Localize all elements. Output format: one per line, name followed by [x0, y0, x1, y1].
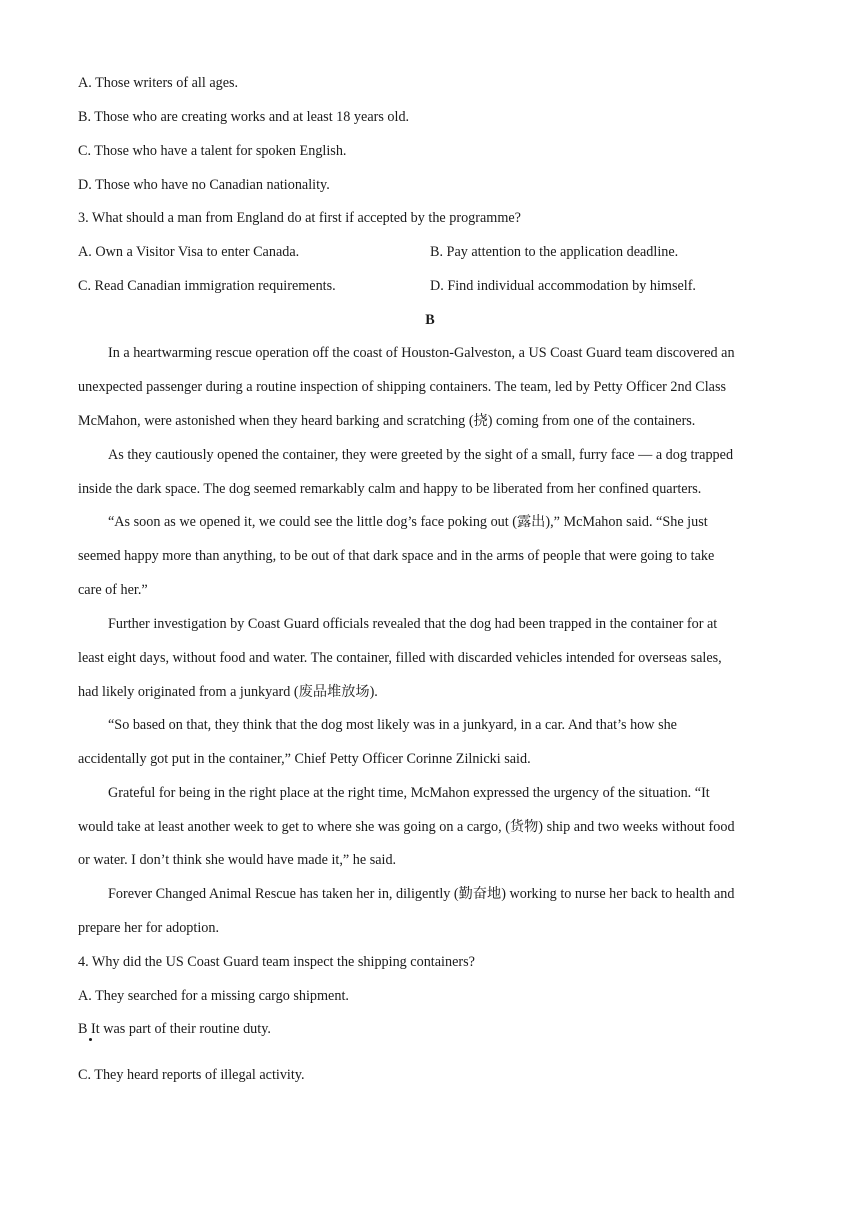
q3-option-c: C. Read Canadian immigration requirements.: [78, 278, 336, 294]
q2-option-a: A. Those writers of all ages.: [78, 75, 239, 91]
passage-line: “As soon as we opened it, we could see the little dog’s face poking out (露出),” McMahon said. “She just: [108, 514, 708, 530]
passage-line: As they cautiously opened the container, they were greeted by the sight of a small, furry face — a dog trapped: [108, 447, 734, 463]
passage-line: least eight days, without food and water. The container, filled with discarded vehicles intended for overseas sales,: [78, 650, 722, 666]
q4-option-c: C. They heard reports of illegal activity.: [78, 1067, 305, 1083]
q4-option-a: A. They searched for a missing cargo shipment.: [78, 988, 349, 1004]
passage-line: seemed happy more than anything, to be out of that dark space and in the arms of people that were going to take: [78, 548, 715, 564]
q3-question: 3. What should a man from England do at first if accepted by the programme?: [78, 210, 521, 226]
q2-option-c: C. Those who have a talent for spoken English.: [78, 143, 347, 159]
passage-line: Further investigation by Coast Guard officials revealed that the dog had been trapped in the container for at: [108, 616, 718, 632]
q3-option-d: D. Find individual accommodation by himself.: [430, 278, 696, 294]
passage-line: Grateful for being in the right place at the right time, McMahon expressed the urgency of the situation. “It: [108, 785, 710, 801]
q3-option-a: A. Own a Visitor Visa to enter Canada.: [78, 244, 300, 260]
q2-option-d: D. Those who have no Canadian nationality.: [78, 177, 330, 193]
passage-line: had likely originated from a junkyard (废品堆放场).: [78, 684, 378, 700]
q2-option-b: B. Those who are creating works and at least 18 years old.: [78, 109, 410, 125]
stray-dot-mark: [89, 1038, 92, 1041]
passage-line: accidentally got put in the container,” Chief Petty Officer Corinne Zilnicki said.: [78, 751, 531, 767]
passage-line: In a heartwarming rescue operation off the coast of Houston-Galveston, a US Coast Guard team discovered an: [108, 345, 735, 361]
passage-line: McMahon, were astonished when they heard barking and scratching (挠) coming from one of the containers.: [78, 413, 696, 429]
passage-line: inside the dark space. The dog seemed remarkably calm and happy to be liberated from her confined quarters.: [78, 481, 702, 497]
passage-line: prepare her for adoption.: [78, 920, 220, 936]
section-title: B: [425, 312, 435, 328]
q4-option-b: B It was part of their routine duty.: [78, 1021, 271, 1037]
passage-line: care of her.”: [78, 582, 148, 598]
passage-line: would take at least another week to get to where she was going on a cargo, (货物) ship and two weeks without food: [78, 819, 735, 835]
passage-line: or water. I don’t think she would have made it,” he said.: [78, 852, 397, 868]
passage-line: unexpected passenger during a routine inspection of shipping containers. The team, led by Petty Officer 2nd Class: [78, 379, 726, 395]
q3-option-b: B. Pay attention to the application deadline.: [430, 244, 679, 260]
passage-line: Forever Changed Animal Rescue has taken her in, diligently (勤奋地) working to nurse her back to health and: [108, 886, 735, 902]
passage-line: “So based on that, they think that the dog most likely was in a junkyard, in a car. And that’s how she: [108, 717, 677, 733]
q4-question: 4. Why did the US Coast Guard team inspect the shipping containers?: [78, 954, 475, 970]
